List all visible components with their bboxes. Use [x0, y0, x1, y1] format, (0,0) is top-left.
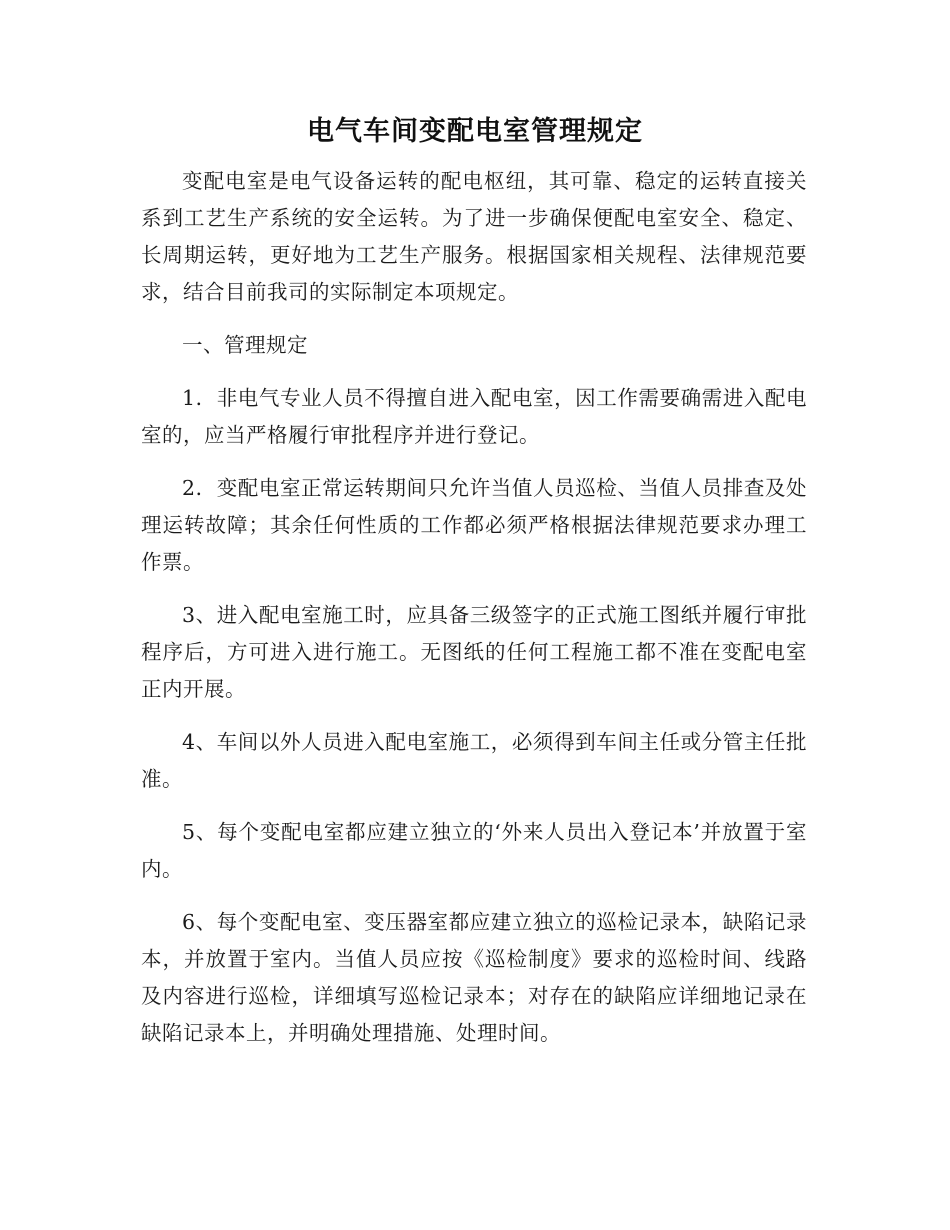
section-heading: 一、管理规定 — [182, 333, 308, 357]
rule-paragraph-1: 1．非电气专业人员不得擅自进入配电室，因工作需要确需进入配电室的，应当严格履行审批程序并进行登记。 — [141, 386, 807, 447]
intro-paragraph: 变配电室是电气设备运转的配电枢纽，其可靠、稳定的运转直接关系到工艺生产系统的安全运转。为了进一步确保便配电室安全、稳定、长周期运转，更好地为工艺生产服务。根据国家相关规程、法律规范要求，结合目前我司的实际制定本项规定。 — [141, 169, 807, 304]
rule-paragraph-2: 2．变配电室正常运转期间只允许当值人员巡检、当值人员排查及处理运转故障；其余任何性质的工作都必须严格根据法律规范要求办理工作票。 — [141, 476, 807, 574]
rule-paragraph-5: 5、每个变配电室都应建立独立的‘外来人员出入登记本’并放置于室内。 — [141, 820, 807, 881]
rule-paragraph-6: 6、每个变配电室、变压器室都应建立独立的巡检记录本，缺陷记录本，并放置于室内。当值人员应按《巡检制度》要求的巡检时间、线路及内容进行巡检，详细填写巡检记录本；对存在的缺陷应详细地记录在缺陷记录本上，并明确处理措施、处理时间。 — [141, 910, 807, 1045]
document-title: 电气车间变配电室管理规定 — [307, 116, 643, 147]
rule-paragraph-3: 3、进入配电室施工时，应具备三级签字的正式施工图纸并履行审批程序后，方可进入进行施工。无图纸的任何工程施工都不准在变配电室正内开展。 — [141, 603, 807, 701]
document-body — [141, 163, 807, 1068]
rule-paragraph-4: 4、车间以外人员进入配电室施工，必须得到车间主任或分管主任批准。 — [141, 730, 807, 791]
